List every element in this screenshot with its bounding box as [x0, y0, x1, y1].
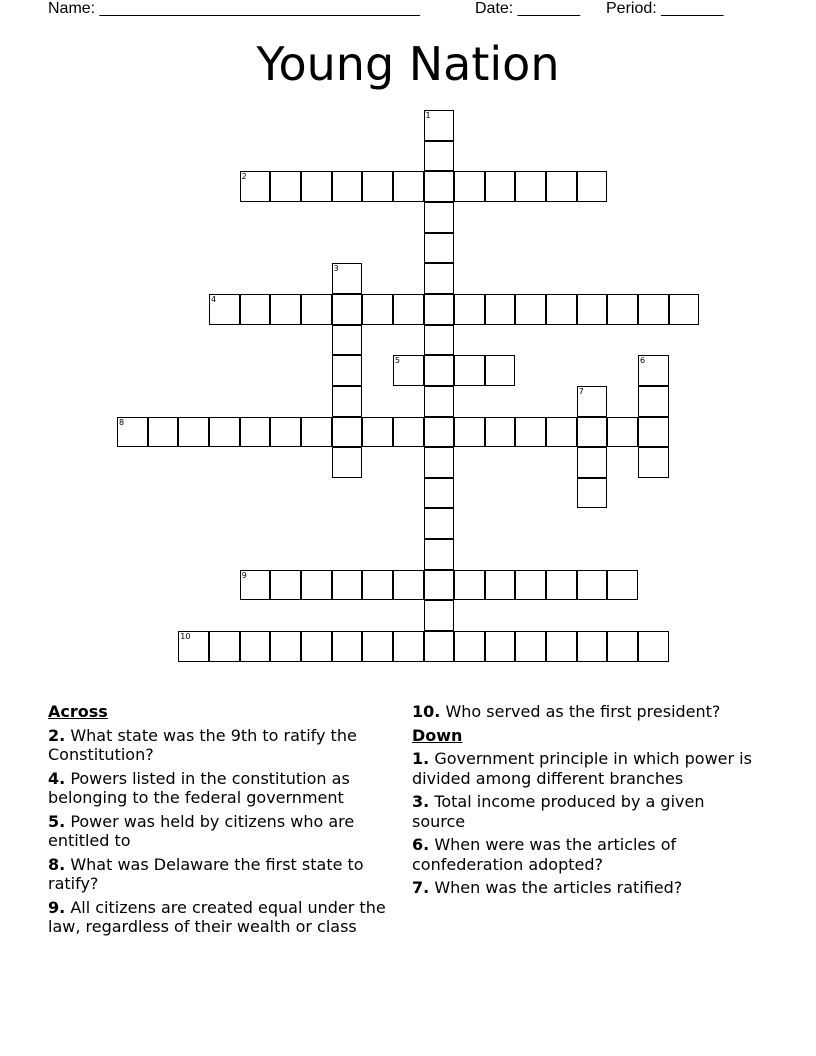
- grid-cell[interactable]: [332, 325, 363, 356]
- clue-number: 5.: [48, 811, 66, 831]
- clue-number: 6.: [412, 835, 430, 854]
- grid-cell[interactable]: [515, 417, 546, 448]
- grid-cell[interactable]: [546, 570, 577, 601]
- grid-cell[interactable]: [393, 631, 424, 662]
- clues-left-column: [48, 702, 393, 941]
- grid-cell[interactable]: [424, 171, 455, 202]
- clue-across-4: [48, 769, 393, 808]
- grid-cell[interactable]: [332, 570, 363, 601]
- grid-cell[interactable]: [424, 631, 455, 662]
- grid-cell[interactable]: [424, 539, 455, 570]
- grid-cell[interactable]: [577, 570, 608, 601]
- grid-cell[interactable]: [577, 478, 608, 509]
- clue-across-5: [48, 812, 393, 851]
- clue-number: 4.: [48, 768, 66, 788]
- grid-cell[interactable]: [301, 570, 332, 601]
- grid-clue-number: 9: [241, 570, 247, 580]
- grid-cell[interactable]: [209, 631, 240, 662]
- grid-cell[interactable]: [577, 417, 608, 448]
- grid-cell[interactable]: [424, 570, 455, 601]
- grid-cell[interactable]: [515, 171, 546, 202]
- page-title: Young Nation: [256, 37, 560, 91]
- grid-cell[interactable]: [424, 447, 455, 478]
- clue-number: 9.: [48, 897, 66, 917]
- grid-cell[interactable]: [485, 355, 516, 386]
- grid-cell[interactable]: [424, 233, 455, 264]
- grid-clue-number: 10: [180, 632, 191, 642]
- period-field[interactable]: Period: _______: [606, 0, 724, 17]
- grid-cell[interactable]: [638, 417, 669, 448]
- clue-text: All citizens are created equal under the law, regardless of their wealth or class: [48, 897, 386, 936]
- clue-across-10: [412, 702, 762, 722]
- grid-cell[interactable]: [515, 631, 546, 662]
- grid-cell[interactable]: [638, 447, 669, 478]
- grid-cell[interactable]: [669, 294, 700, 325]
- grid-cell[interactable]: [332, 355, 363, 386]
- grid-cell[interactable]: [485, 631, 516, 662]
- grid-cell[interactable]: [454, 355, 485, 386]
- grid-cell[interactable]: [638, 386, 669, 417]
- grid-cell[interactable]: [454, 631, 485, 662]
- grid-cell[interactable]: [424, 478, 455, 509]
- clue-down-7: [412, 878, 762, 898]
- grid-cell[interactable]: [332, 171, 363, 202]
- grid-cell[interactable]: [485, 417, 516, 448]
- clue-number: 3.: [412, 792, 430, 811]
- grid-cell[interactable]: [393, 171, 424, 202]
- grid-cell[interactable]: [270, 631, 301, 662]
- grid-cell[interactable]: [270, 171, 301, 202]
- grid-cell[interactable]: [424, 263, 455, 294]
- grid-cell[interactable]: [515, 570, 546, 601]
- clue-number: 10.: [412, 702, 441, 721]
- clue-number: 8.: [48, 854, 66, 874]
- grid-cell[interactable]: [240, 631, 271, 662]
- grid-cell[interactable]: [577, 171, 608, 202]
- clue-text: When was the articles ratified?: [434, 878, 683, 897]
- clue-text: What state was the 9th to ratify the Constitution?: [48, 725, 357, 764]
- grid-cell[interactable]: [332, 631, 363, 662]
- grid-cell[interactable]: [546, 417, 577, 448]
- grid-cell[interactable]: [424, 386, 455, 417]
- grid-cell[interactable]: [638, 294, 669, 325]
- grid-cell[interactable]: [332, 417, 363, 448]
- grid-cell[interactable]: [362, 171, 393, 202]
- clue-down-6: [412, 835, 762, 874]
- grid-clue-number: 5: [394, 356, 400, 366]
- grid-cell[interactable]: [424, 417, 455, 448]
- grid-cell[interactable]: [607, 294, 638, 325]
- grid-cell[interactable]: [301, 294, 332, 325]
- grid-cell[interactable]: [424, 202, 455, 233]
- grid-clue-number: 2: [241, 172, 247, 182]
- grid-cell[interactable]: [178, 417, 209, 448]
- clue-number: 2.: [48, 725, 66, 745]
- grid-cell[interactable]: [638, 631, 669, 662]
- grid-cell[interactable]: [424, 294, 455, 325]
- grid-cell[interactable]: [393, 294, 424, 325]
- grid-cell[interactable]: [607, 570, 638, 601]
- clue-text: Total income produced by a given source: [412, 792, 705, 831]
- grid-cell[interactable]: [362, 417, 393, 448]
- grid-cell[interactable]: [393, 570, 424, 601]
- grid-cell[interactable]: [546, 631, 577, 662]
- clue-across-2: [48, 726, 393, 765]
- grid-cell[interactable]: [454, 570, 485, 601]
- grid-cell[interactable]: [424, 508, 455, 539]
- grid-cell[interactable]: [332, 386, 363, 417]
- grid-cell[interactable]: [577, 447, 608, 478]
- grid-cell[interactable]: [577, 294, 608, 325]
- clue-number: 7.: [412, 878, 430, 897]
- grid-cell[interactable]: [515, 294, 546, 325]
- grid-cell[interactable]: [301, 417, 332, 448]
- grid-cell[interactable]: [332, 294, 363, 325]
- clue-number: 1.: [412, 749, 430, 768]
- grid-cell[interactable]: [424, 355, 455, 386]
- grid-cell[interactable]: [270, 294, 301, 325]
- grid-cell[interactable]: [424, 141, 455, 172]
- grid-clue-number: 4: [210, 294, 217, 304]
- grid-cell[interactable]: [454, 171, 485, 202]
- grid-cell[interactable]: [607, 631, 638, 662]
- grid-cell[interactable]: [148, 417, 179, 448]
- grid-cell[interactable]: [485, 294, 516, 325]
- name-field[interactable]: Name: ____________________________________: [48, 0, 420, 17]
- grid-clue-number: 1: [425, 111, 431, 120]
- clue-text: What was Delaware the first state to ratify?: [48, 854, 364, 893]
- clue-down-3: [412, 792, 762, 831]
- clue-text: When were was the articles of confederation adopted?: [412, 835, 677, 874]
- grid-cell[interactable]: [240, 294, 271, 325]
- grid-cell[interactable]: [546, 171, 577, 202]
- grid-cell[interactable]: [270, 570, 301, 601]
- clue-down-1: [412, 749, 762, 788]
- grid-cell[interactable]: [270, 417, 301, 448]
- date-field[interactable]: Date: _______: [475, 0, 580, 17]
- clues-right-column: [412, 702, 762, 902]
- grid-cell[interactable]: [301, 631, 332, 662]
- grid-cell[interactable]: [424, 325, 455, 356]
- grid-cell[interactable]: [607, 417, 638, 448]
- grid-clue-number: 3: [333, 264, 339, 274]
- clue-text: Power was held by citizens who are entitled to: [48, 811, 355, 850]
- grid-cell[interactable]: [577, 631, 608, 662]
- grid-cell[interactable]: [393, 417, 424, 448]
- clue-across-8: [48, 855, 393, 894]
- grid-cell[interactable]: [362, 570, 393, 601]
- grid-cell[interactable]: [332, 447, 363, 478]
- grid-cell[interactable]: [209, 417, 240, 448]
- grid-cell[interactable]: [424, 600, 455, 631]
- grid-cell[interactable]: [546, 294, 577, 325]
- grid-cell[interactable]: [362, 631, 393, 662]
- grid-cell[interactable]: [362, 294, 393, 325]
- clue-text: Powers listed in the constitution as belonging to the federal government: [48, 768, 350, 807]
- grid-clue-number: 8: [119, 417, 125, 427]
- across-heading: Across: [48, 702, 108, 721]
- grid-cell[interactable]: [301, 171, 332, 202]
- grid-cell[interactable]: [240, 417, 271, 448]
- grid-cell[interactable]: [454, 294, 485, 325]
- grid-cell[interactable]: [454, 417, 485, 448]
- clue-text: Government principle in which power is divided among different branches: [412, 749, 752, 788]
- clue-across-9: [48, 898, 393, 937]
- grid-clue-number: 7: [578, 386, 584, 396]
- clue-text: Who served as the first president?: [445, 702, 721, 721]
- grid-cell[interactable]: [485, 570, 516, 601]
- grid-clue-number: 6: [640, 356, 646, 366]
- down-heading: Down: [412, 725, 463, 745]
- grid-cell[interactable]: [485, 171, 516, 202]
